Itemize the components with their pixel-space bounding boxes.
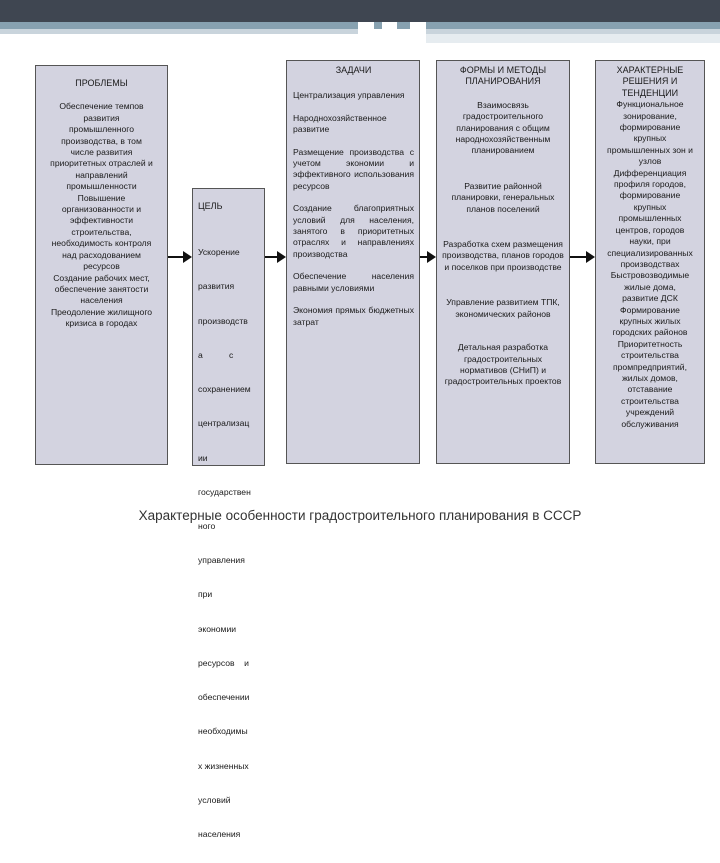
title-bar	[0, 0, 720, 22]
goal-line: развития	[198, 281, 235, 292]
goal-line: ии	[198, 452, 208, 463]
form-item: Управление развитием ТПК, экономических районов	[446, 297, 560, 319]
goal-line: Ускорение	[198, 247, 240, 258]
characteristics-line: промышленных	[618, 213, 682, 224]
goal-line: производств	[198, 315, 248, 326]
task-item: Размещение производства с учетом экономии и эффективного использования ресурсов	[293, 146, 414, 191]
accent-stripe	[397, 22, 410, 29]
characteristics-line: городских районов	[612, 327, 688, 338]
characteristics-line: науки, при	[629, 236, 671, 247]
characteristics-line: жилых домов,	[622, 372, 678, 383]
problems-list	[40, 101, 163, 329]
problems-line: организованности и	[61, 204, 142, 215]
problems-box	[35, 65, 168, 465]
goal-line: сохранением	[198, 384, 251, 395]
accent-stripe	[0, 29, 358, 34]
goal-line: условий	[198, 794, 231, 805]
problems-line: промышленного	[69, 124, 134, 135]
goal-line: а с	[198, 349, 234, 360]
accent-stripe	[426, 22, 720, 29]
characteristics-line: промпредприятий,	[613, 361, 687, 372]
characteristics-line: производствах	[620, 258, 680, 269]
problems-line: ресурсов	[83, 261, 120, 272]
characteristics-line: крупных	[633, 201, 667, 212]
characteristics-line: строительства	[621, 350, 679, 361]
slide-caption: Характерные особенности градостроительного планирования в СССР	[138, 508, 582, 523]
characteristics-line: зонирование,	[623, 110, 677, 121]
problems-line: приоритетных отраслей и	[50, 158, 153, 169]
characteristics-title: ХАРАКТЕРНЫЕ РЕШЕНИЯ И ТЕНДЕНЦИИ	[616, 65, 684, 98]
problems-line: обеспечение занятости	[54, 283, 149, 294]
goal-line: ресурсов и	[198, 657, 249, 668]
form-item: Взаимосвязь градостроительного планирования с общим народнохозяйственным планированием	[455, 99, 551, 156]
characteristics-line: Приоритетность	[617, 338, 683, 349]
characteristics-line: Формирование	[620, 304, 680, 315]
tasks-box	[286, 60, 420, 464]
characteristics-line: строительства	[621, 395, 679, 406]
goal-line: населения	[198, 828, 241, 839]
accent-stripe	[374, 22, 382, 29]
goal-line: х жизненных	[198, 760, 249, 771]
problems-line: промышленности	[66, 181, 137, 192]
accent-stripe	[426, 34, 720, 43]
problems-line: направлений	[75, 169, 128, 180]
characteristics-line: профиля городов,	[614, 179, 686, 190]
goal-line: ного	[198, 520, 216, 531]
characteristics-line: Быстровозводимые	[610, 270, 690, 281]
goal-line: экономии	[198, 623, 237, 634]
characteristics-line: центров, городов	[615, 224, 685, 235]
arrow-goal-to-tasks	[265, 251, 286, 263]
characteristics-line: развитие ДСК	[622, 293, 678, 304]
characteristics-line: специализированных	[607, 247, 693, 258]
problems-line: над расходованием	[62, 249, 141, 260]
form-item: Детальная разработка градостроительных нормативов (СНиП) и градостроительных проектов	[444, 342, 562, 387]
problems-line: кризиса в городах	[65, 318, 138, 329]
arrow-tasks-to-forms	[420, 251, 436, 263]
goal-list	[198, 224, 260, 863]
problems-line: эффективности	[69, 215, 134, 226]
goal-line: централизац	[198, 418, 250, 429]
problems-line: Повышение	[77, 192, 126, 203]
characteristics-line: отставание	[627, 384, 673, 395]
problems-line: производства, в том	[61, 135, 142, 146]
form-item: Разработка схем размещения производства, планов городов и поселков при производстве	[442, 239, 564, 272]
task-item: Народнохозяйственное развитие	[293, 112, 387, 135]
problems-line: Создание рабочих мест,	[53, 272, 150, 283]
problems-line: Преодоление жилищного	[50, 306, 153, 317]
tasks-title: ЗАДАЧИ	[335, 65, 372, 75]
characteristics-line: жилые дома,	[624, 281, 676, 292]
problems-line: Обеспечение темпов	[59, 101, 144, 112]
arrow-forms-to-characteristics	[570, 251, 595, 263]
characteristics-line: учреждений	[625, 407, 675, 418]
goal-line: необходимы	[198, 726, 248, 737]
problems-line: числе развития	[70, 147, 133, 158]
goal-line: при	[198, 589, 213, 600]
characteristics-line: Дифференциация	[613, 167, 687, 178]
characteristics-line: обслуживания	[621, 418, 679, 429]
goal-box	[192, 188, 265, 839]
characteristics-line: промышленных зон и	[607, 144, 693, 155]
characteristics-line: формирование	[619, 122, 681, 133]
characteristics-line: крупных	[633, 133, 667, 144]
characteristics-box	[595, 60, 705, 464]
task-item: Централизация управления	[293, 90, 405, 101]
characteristics-line: формирование	[619, 190, 681, 201]
problems-line: населения	[80, 295, 123, 306]
forms-box	[436, 60, 570, 464]
goal-line: обеспечении	[198, 692, 250, 703]
problems-line: необходимость контроля	[51, 238, 152, 249]
problems-line: развития	[83, 112, 120, 123]
forms-title: ФОРМЫ И МЕТОДЫ ПЛАНИРОВАНИЯ	[459, 65, 547, 87]
problems-title: ПРОБЛЕМЫ	[75, 78, 128, 88]
goal-title: ЦЕЛЬ	[198, 201, 223, 211]
form-item: Развитие районной планировки, генеральных планов поселений	[451, 180, 555, 214]
characteristics-line: узлов	[638, 156, 662, 167]
goal-line: управления	[198, 555, 245, 566]
task-item: Создание благоприятных условий для населения, занятого в приоритетных отраслях и направлениях производства	[293, 203, 414, 259]
characteristics-line: крупных жилых	[619, 315, 681, 326]
characteristics-line: Функциональное	[616, 99, 684, 110]
goal-line: государствен	[198, 486, 251, 497]
problems-line: строительства,	[71, 226, 132, 237]
arrow-problems-to-goal	[168, 251, 192, 263]
task-item: Обеспечение населения равными условиями	[293, 271, 414, 293]
task-item: Экономия прямых бюджетных затрат	[293, 305, 414, 327]
accent-stripe	[0, 22, 358, 29]
characteristics-list	[598, 99, 702, 430]
